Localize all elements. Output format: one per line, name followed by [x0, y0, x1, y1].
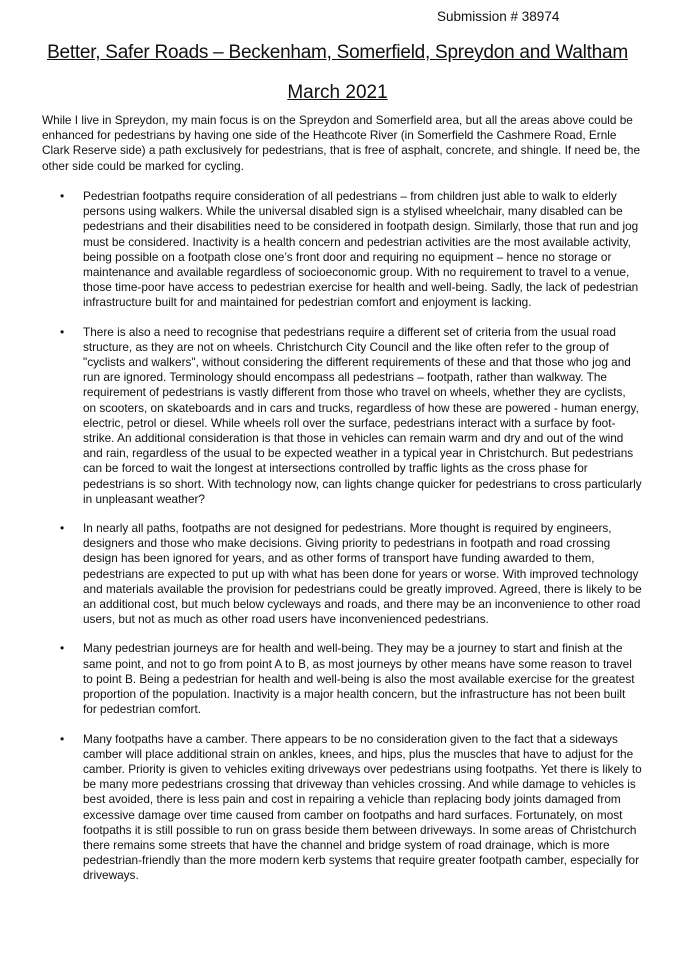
list-item	[42, 325, 642, 507]
list-item-text: Many pedestrian journeys are for health and well-being. They may be a journey to start and finish at the same point, and not to go from point A to B, as most journeys by other means have some reason to travel to point B. Being a pedestrian for health and well-being is also the most available exercise for the greatest proportion of the population. Inactivity is a major health concern, but the infrastructure has not been built for pedestrian comfort.	[83, 641, 635, 717]
list-item	[42, 641, 642, 717]
intro-paragraph: While I live in Spreydon, my main focus is on the Spreydon and Somerfield area, but all the areas above could be enhanced for pedestrians by having one side of the Heathcote River (in Somerfield the Cashmere Road, Ernle Clark Reserve side) a path exclusively for pedestrians, that is free of asphalt, concrete, and shingle. If need be, the other side could be marked for cycling.	[42, 113, 641, 173]
bullet-icon: •	[60, 189, 65, 203]
bullet-icon: •	[60, 641, 65, 656]
page-title: Better, Safer Roads – Beckenham, Somerfield, Spreydon and Waltham	[47, 42, 628, 63]
document-date: March 2021	[287, 82, 388, 103]
list-item	[42, 189, 642, 311]
bullet-list	[42, 189, 642, 898]
list-item-text: Pedestrian footpaths require consideration of all pedestrians – from children just able to walk to elderly persons using walkers. While the universal disabled sign is a stylised wheelchair, many disabled can be pedestrians and their disabilities need to be considered in footpath design. Similarly, those that run and jog must be considered. Inactivity is a health concern and pedestrian activities are the most available activity, being possible on a footpath close one’s front door and requiring no equipment – hence no storage or maintenance and available regardless of socioeconomic group. With no requirement to travel to a venue, those time-poor have access to pedestrian exercise for health and well-being. Sadly, the lack of pedestrian infrastructure built for and maintained for pedestrian comfort and enjoyment is lacking.	[83, 189, 639, 310]
list-item-text: There is also a need to recognise that pedestrians require a different set of criteria from the usual road structure, as they are not on wheels. Christchurch City Council and the like often refer to the group of "cyclists and walkers", without considering the different requirements of these and that those who jog and run are ignored. Terminology should encompass all pedestrians – footpath, rather than walkway. The requirement of pedestrians is vastly different from those who travel on wheels, whether they are cyclists, on scooters, on skateboards and in cars and trucks, regardless of how these are powered - human energy, electric, petrol or diesel. While wheels roll over the surface, pedestrians interact with a surface by foot-strike. An additional consideration is that those in vehicles can remain warm and dry and out of the wind and rain, regardless of the usual to be expected weather in a typical year in Christchurch. But pedestrians can be forced to wait the longest at intersections controlled by traffic lights as the cross phase for pedestrians is so short. With technology now, can lights change quicker for pedestrians to cross particularly in unpleasant weather?	[83, 324, 642, 506]
list-item	[42, 732, 642, 884]
list-item	[42, 521, 642, 627]
bullet-icon: •	[60, 521, 65, 536]
bullet-icon: •	[60, 324, 65, 339]
submission-number: Submission # 38974	[437, 9, 560, 24]
list-item-text: In nearly all paths, footpaths are not designed for pedestrians. More thought is required by engineers, designers and those who make decisions. Giving priority to pedestrians in footpath and road crossing design has been ignored for years, and as other forms of transport have funding awarded to them, pedestrians are expected to put up with what has been done for years or worse. With improved technology and materials available the provision for pedestrians could be greatly improved. Agreed, there is likely to be an additional cost, but much below cycleways and roads, and there may be an inconvenience to other road users, but not as much as other road users have inconvenienced pedestrians.	[83, 521, 642, 627]
list-item-text: Many footpaths have a camber. There appears to be no consideration given to the fact that a sideways camber will place additional strain on ankles, knees, and hips, plus the muscles that have to adjust for the camber. Priority is given to vehicles exiting driveways over pedestrians using footpaths. Yet there is likely to be many more pedestrians crossing that driveway than vehicles crossing. And while damage to vehicles is best avoided, there is less pain and cost in repairing a vehicle than replacing body joints damaged from excessive damage over time caused from camber on footpaths and hard surfaces. Fortunately, on most footpaths it is still possible to run on grass beside them between driveways. In some areas of Christchurch there remains some streets that have the channel and bridge system of road drainage, which is more pedestrian-friendly than the more modern kerb systems that require greater footpath camber, especially for driveways.	[83, 731, 642, 883]
bullet-icon: •	[60, 731, 65, 746]
